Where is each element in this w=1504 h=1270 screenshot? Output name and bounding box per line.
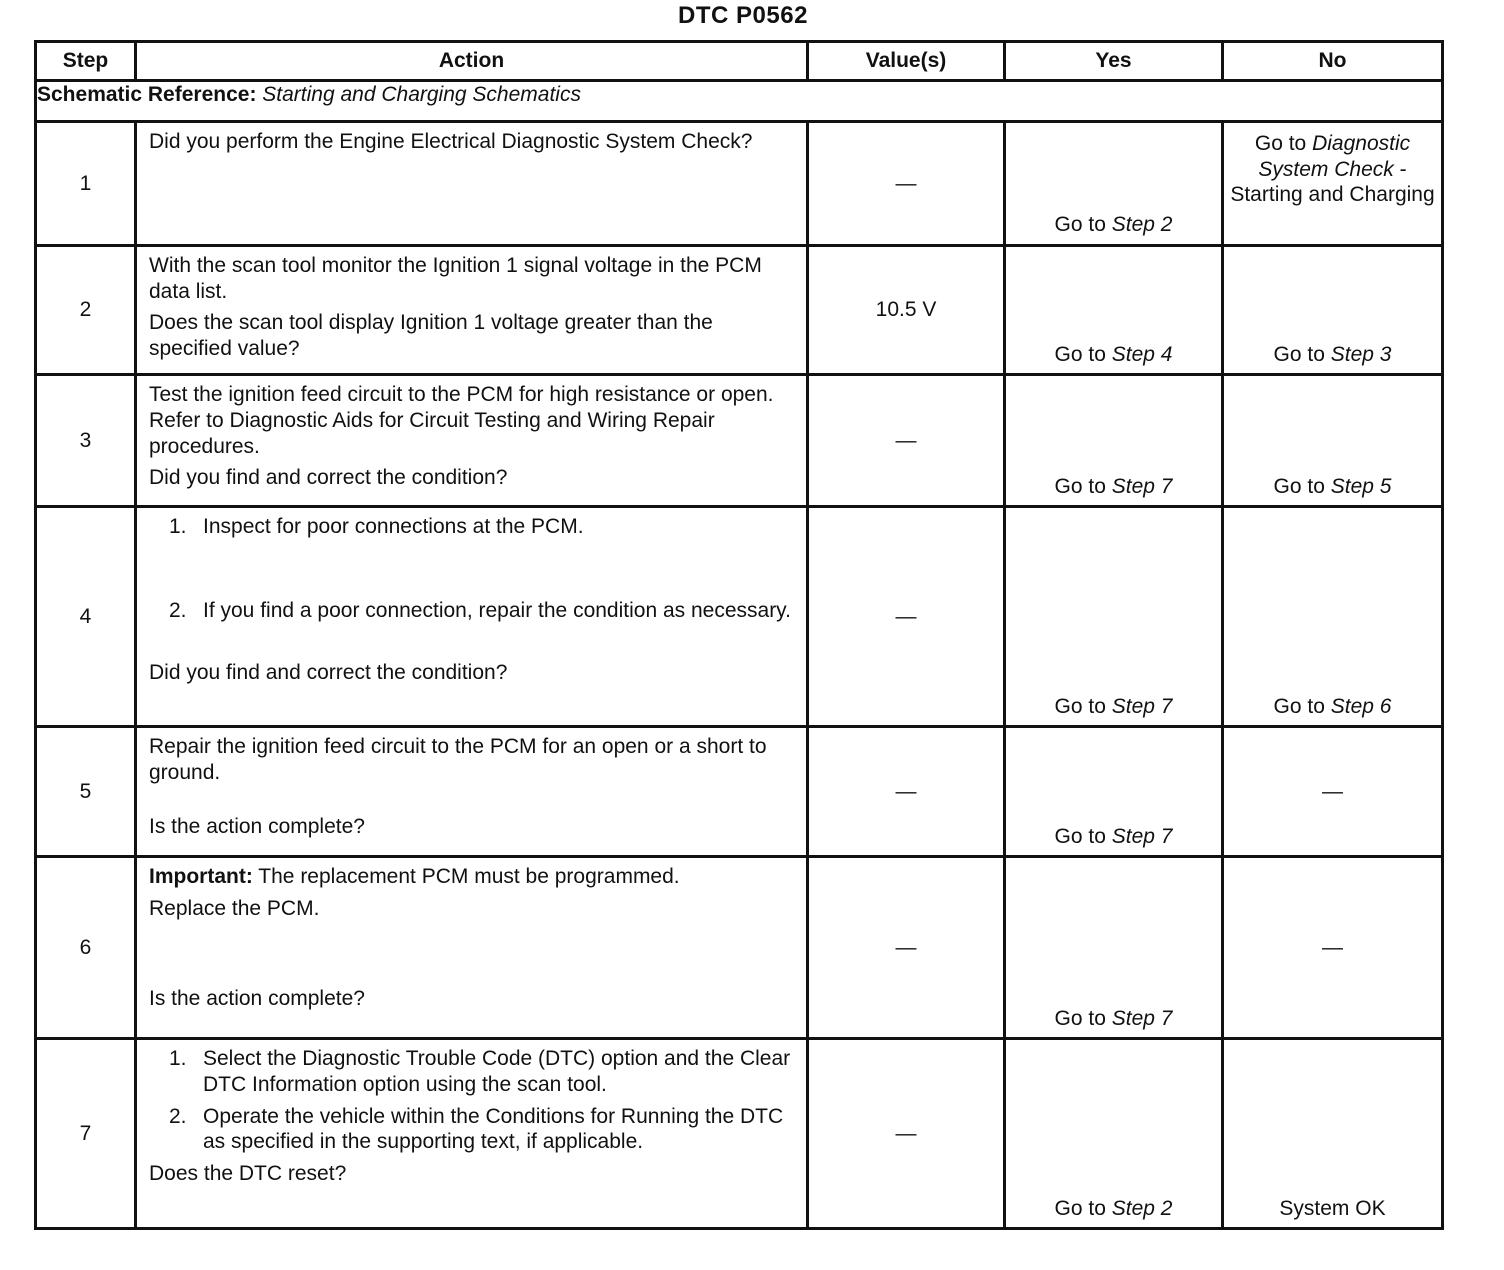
yes-cell xyxy=(1005,507,1223,727)
go-to-text: Go to xyxy=(1054,1196,1106,1220)
dtc-table xyxy=(34,40,1444,1230)
yes-step-link[interactable]: Step 4 xyxy=(1111,342,1173,366)
header-values: Value(s) xyxy=(808,42,1005,81)
step-action xyxy=(136,246,808,375)
go-to-text: Go to xyxy=(1054,474,1106,498)
yes-cell xyxy=(1005,1039,1223,1229)
yes-cell xyxy=(1005,375,1223,507)
go-to-text: Go to xyxy=(1273,342,1325,366)
important-text: The replacement PCM must be programmed. xyxy=(258,865,680,889)
step-value: — xyxy=(808,1039,1005,1229)
no-diagnostic-link[interactable]: Diagnostic System Check xyxy=(1258,132,1411,181)
header-no: No xyxy=(1223,42,1443,81)
step-action xyxy=(136,857,808,1039)
action-list-item: 2. If you find a poor connection, repair the condition as necessary. xyxy=(169,599,791,623)
step-value: — xyxy=(808,375,1005,507)
step-value: — xyxy=(808,122,1005,246)
go-to-text: Go to xyxy=(1054,1006,1106,1030)
action-text: With the scan tool monitor the Ignition 1 signal voltage in the PCM data list. xyxy=(149,254,762,303)
page-title: DTC P0562 xyxy=(678,2,808,29)
action-question: Did you find and correct the condition? xyxy=(149,466,508,490)
header-row xyxy=(36,42,1443,81)
go-to-text: Go to xyxy=(1273,474,1325,498)
no-step-link[interactable]: Step 3 xyxy=(1330,342,1392,366)
yes-step-link[interactable]: Step 7 xyxy=(1111,694,1173,718)
yes-cell xyxy=(1005,727,1223,857)
step-value: — xyxy=(808,507,1005,727)
schematic-reference xyxy=(36,81,1443,122)
action-text: Replace the PCM. xyxy=(149,897,320,921)
action-text: Test the ignition feed circuit to the PCM for high resistance or open. Refer to Diagnostic Aids for Circuit Testing and Wiring Repair procedures. xyxy=(149,383,774,458)
schematic-reference-value: Starting and Charging Schematics xyxy=(262,83,581,106)
step-action xyxy=(136,122,808,246)
step-value: — xyxy=(808,727,1005,857)
header-action: Action xyxy=(136,42,808,81)
yes-step-link[interactable]: Step 7 xyxy=(1111,474,1173,498)
go-to-text: Go to xyxy=(1054,342,1106,366)
step-number: 5 xyxy=(36,727,136,857)
action-question: Is the action complete? xyxy=(149,986,365,1010)
step-action xyxy=(136,507,808,727)
action-text: Repair the ignition feed circuit to the PCM for an open or a short to ground. xyxy=(149,735,767,785)
no-tail-text: - Starting and Charging xyxy=(1230,157,1435,207)
step-action xyxy=(136,727,808,857)
table-row xyxy=(36,375,1443,507)
no-cell: — xyxy=(1223,857,1443,1039)
table-row xyxy=(36,857,1443,1039)
no-cell: System OK xyxy=(1223,1039,1443,1229)
step-value: 10.5 V xyxy=(808,246,1005,375)
yes-step-link[interactable]: Step 2 xyxy=(1111,1196,1173,1220)
go-to-text: Go to xyxy=(1054,694,1106,718)
action-list-item: 1. Select the Diagnostic Trouble Code (DTC) option and the Clear DTC Information option using the scan tool. xyxy=(169,1047,791,1097)
step-number: 6 xyxy=(36,857,136,1039)
no-step-link[interactable]: Step 5 xyxy=(1330,474,1392,498)
yes-cell xyxy=(1005,857,1223,1039)
action-list-item: 1. Inspect for poor connections at the PCM. xyxy=(169,515,584,539)
yes-cell xyxy=(1005,246,1223,375)
no-step-link[interactable]: Step 6 xyxy=(1330,694,1392,718)
header-step: Step xyxy=(36,42,136,81)
table-row xyxy=(36,727,1443,857)
action-list-item: 2. Operate the vehicle within the Conditions for Running the DTC as specified in the supporting text, if applicable. xyxy=(169,1104,784,1154)
action-question: Does the scan tool display Ignition 1 voltage greater than the specified value? xyxy=(149,311,713,360)
yes-cell xyxy=(1005,122,1223,246)
no-cell xyxy=(1223,375,1443,507)
no-cell xyxy=(1223,246,1443,375)
important-label: Important: xyxy=(149,865,253,889)
action-question: Does the DTC reset? xyxy=(149,1161,347,1185)
step-number: 4 xyxy=(36,507,136,727)
table-row xyxy=(36,246,1443,375)
yes-step-link[interactable]: Step 2 xyxy=(1111,213,1173,237)
go-to-text: Go to xyxy=(1273,694,1325,718)
no-cell xyxy=(1223,122,1443,246)
action-question: Is the action complete? xyxy=(149,814,365,838)
step-number: 2 xyxy=(36,246,136,375)
go-to-text: Go to xyxy=(1054,213,1106,237)
step-action xyxy=(136,375,808,507)
table-row xyxy=(36,1039,1443,1229)
yes-step-link[interactable]: Step 7 xyxy=(1111,824,1173,848)
header-yes: Yes xyxy=(1005,42,1223,81)
no-cell xyxy=(1223,507,1443,727)
table-row xyxy=(36,122,1443,246)
action-question: Did you find and correct the condition? xyxy=(149,660,508,684)
go-to-text: Go to xyxy=(1254,132,1307,155)
step-number: 1 xyxy=(36,122,136,246)
step-number: 7 xyxy=(36,1039,136,1229)
no-cell: — xyxy=(1223,727,1443,857)
action-text: Did you perform the Engine Electrical Diagnostic System Check? xyxy=(149,130,753,153)
yes-step-link[interactable]: Step 7 xyxy=(1111,1006,1173,1030)
schematic-reference-label: Schematic Reference: xyxy=(37,83,257,106)
step-action xyxy=(136,1039,808,1229)
important-note xyxy=(149,864,794,890)
go-to-text: Go to xyxy=(1054,824,1106,848)
schematic-reference-row xyxy=(36,81,1443,122)
step-number: 3 xyxy=(36,375,136,507)
step-value: — xyxy=(808,857,1005,1039)
table-row xyxy=(36,507,1443,727)
